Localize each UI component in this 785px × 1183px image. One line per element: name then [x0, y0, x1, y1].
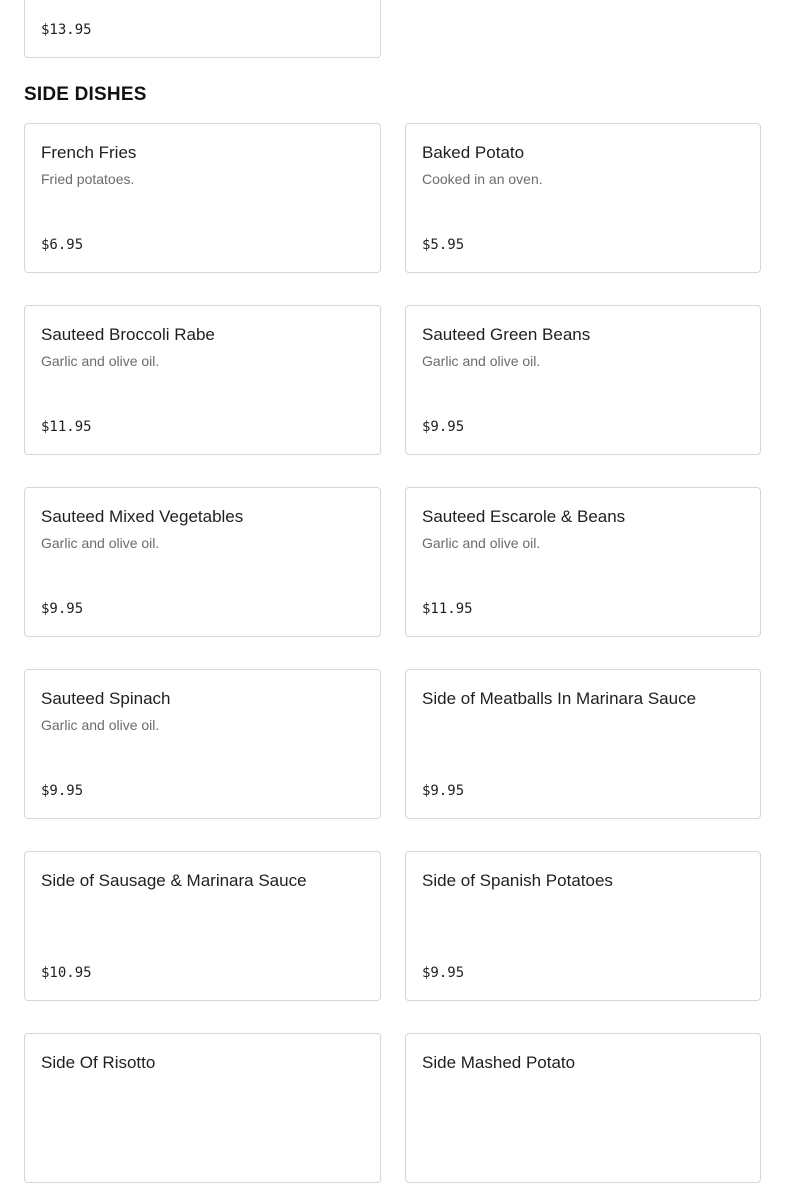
item-price: $5.95 — [422, 237, 465, 253]
item-name: Side Of Risotto — [41, 1053, 156, 1072]
item-name: Side of Meatballs In Marinara Sauce — [422, 689, 697, 708]
item-price: $9.95 — [422, 965, 465, 981]
menu-item-card[interactable] — [405, 123, 761, 273]
item-price: $11.95 — [422, 601, 473, 617]
item-price: $10.95 — [41, 965, 92, 981]
item-name: Sauteed Green Beans — [422, 325, 591, 344]
menu-item-card[interactable] — [405, 669, 761, 819]
menu-item-card[interactable] — [24, 851, 381, 1001]
item-description: Fried potatoes. — [41, 171, 135, 187]
menu-item-card[interactable] — [24, 305, 381, 455]
menu-item-card[interactable] — [24, 487, 381, 637]
item-price: $6.95 — [41, 237, 84, 253]
menu-item-card[interactable] — [24, 123, 381, 273]
item-name: Sauteed Mixed Vegetables — [41, 507, 244, 526]
item-description: Garlic and olive oil. — [41, 717, 160, 733]
item-price: $9.95 — [422, 783, 465, 799]
item-name: Sauteed Broccoli Rabe — [41, 325, 215, 344]
menu-item-card[interactable] — [24, 1033, 381, 1183]
item-description: Garlic and olive oil. — [422, 535, 541, 551]
menu-item-card[interactable] — [24, 669, 381, 819]
item-description: Garlic and olive oil. — [41, 353, 160, 369]
item-name: Side of Spanish Potatoes — [422, 871, 613, 890]
item-name: French Fries — [41, 143, 137, 162]
item-name: Baked Potato — [422, 143, 525, 162]
item-price: $13.95 — [41, 22, 92, 38]
menu-item-card-previous[interactable] — [24, 0, 381, 58]
item-price: $9.95 — [41, 783, 84, 799]
item-price: $9.95 — [41, 601, 84, 617]
menu-item-card[interactable] — [405, 305, 761, 455]
item-price: $9.95 — [422, 419, 465, 435]
item-name: Side Mashed Potato — [422, 1053, 576, 1072]
item-name: Side of Sausage & Marinara Sauce — [41, 871, 307, 890]
item-price: $11.95 — [41, 419, 92, 435]
item-description: Garlic and olive oil. — [422, 353, 541, 369]
menu-item-card[interactable] — [405, 851, 761, 1001]
menu-item-card[interactable] — [405, 487, 761, 637]
item-name: Sauteed Spinach — [41, 689, 171, 708]
item-description: Garlic and olive oil. — [41, 535, 160, 551]
menu-item-card[interactable] — [405, 1033, 761, 1183]
item-description: Cooked in an oven. — [422, 171, 543, 187]
section-title: SIDE DISHES — [24, 84, 147, 105]
item-name: Sauteed Escarole & Beans — [422, 507, 626, 526]
